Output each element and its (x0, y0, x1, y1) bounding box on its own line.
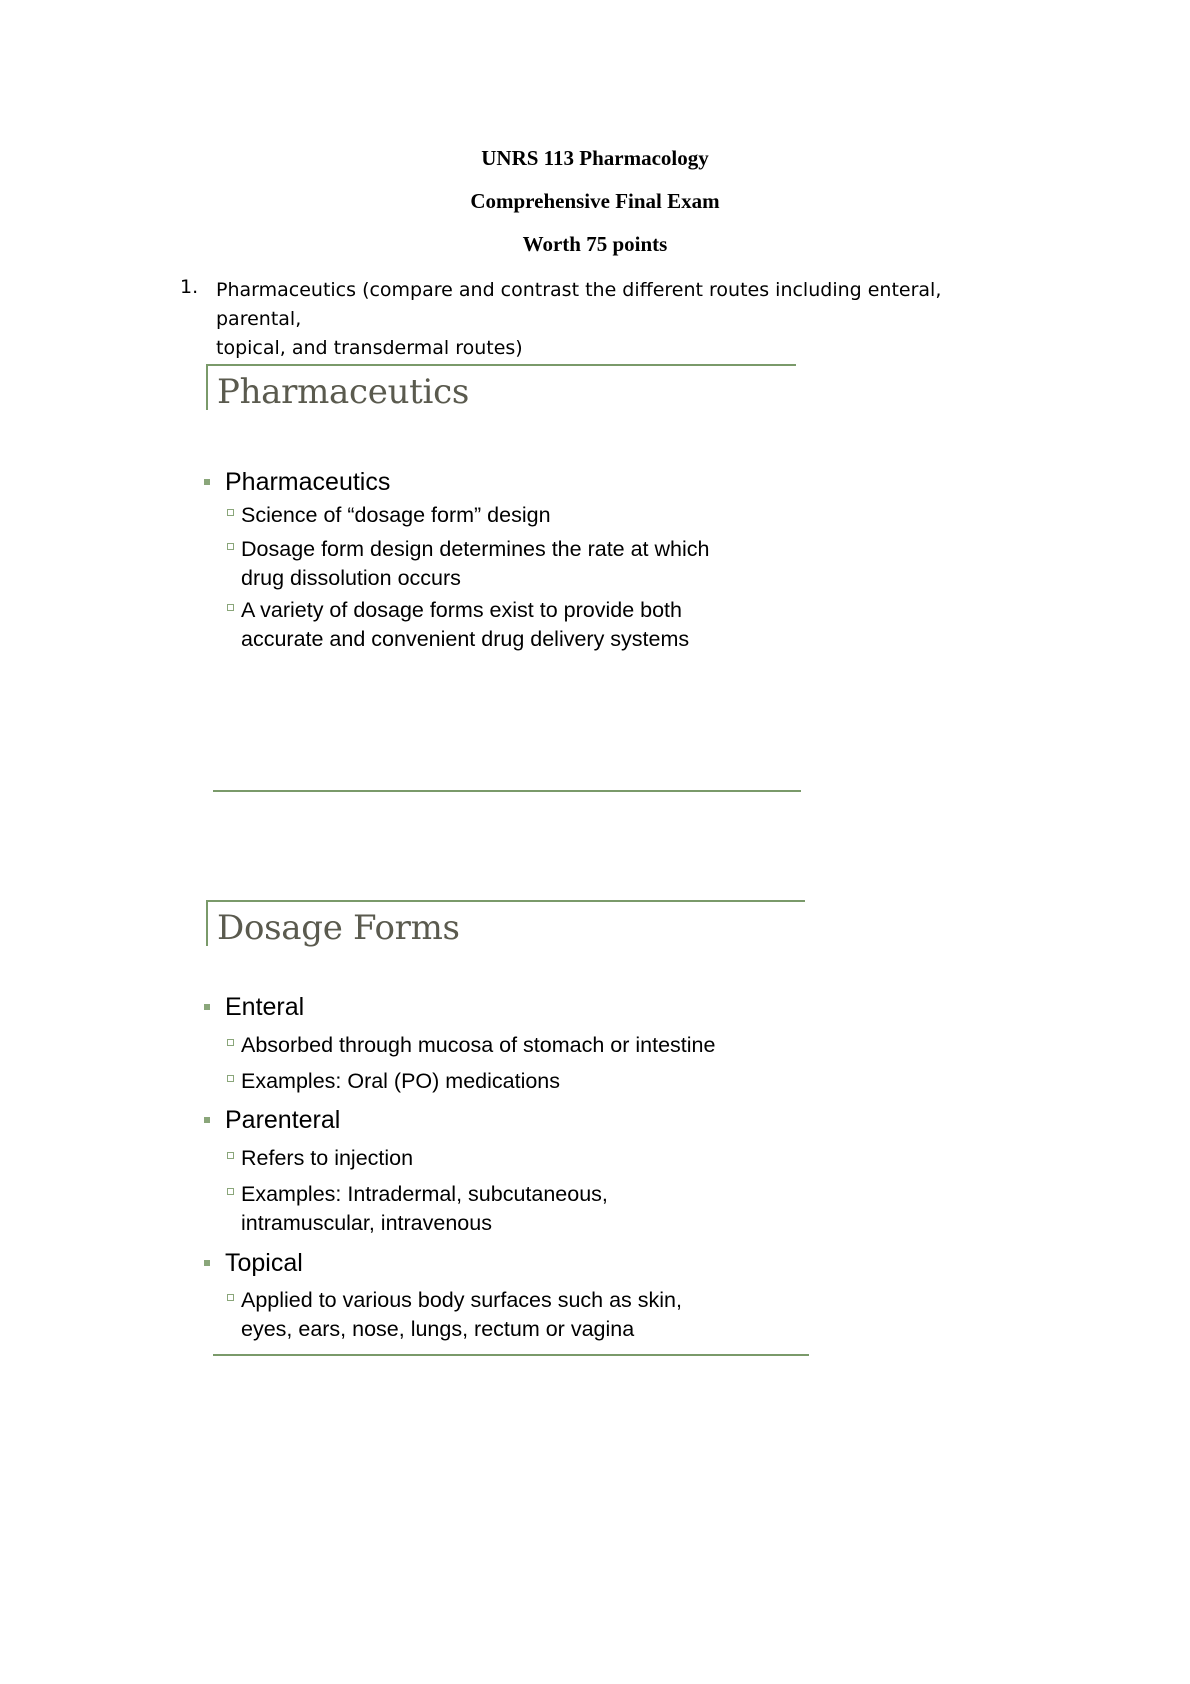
subitem-line: eyes, ears, nose, lungs, rectum or vagina (241, 1317, 635, 1341)
subitem-line: Applied to various body surfaces such as skin, (241, 1288, 682, 1312)
slide-dosage-forms (205, 900, 815, 1360)
course-title: UNRS 113 Pharmacology (481, 146, 709, 170)
subitem-line: Dosage form design determines the rate at which (241, 537, 710, 561)
bullet-label: Topical (225, 1249, 303, 1277)
subitem: Science of “dosage form” design (241, 501, 551, 530)
question-number: 1. (180, 276, 199, 298)
slide-left-bar (206, 364, 208, 410)
exam-title: Comprehensive Final Exam (470, 189, 720, 213)
slide-top-rule (206, 900, 805, 902)
subitem (241, 535, 709, 593)
subitem-line: Examples: Intradermal, subcutaneous, (241, 1182, 608, 1206)
slide-top-rule (206, 364, 796, 366)
subitem (241, 596, 689, 654)
bullet-label: Pharmaceutics (225, 468, 391, 496)
question-text (216, 276, 1006, 363)
subitem (241, 1180, 608, 1238)
slide-title: Dosage Forms (217, 908, 460, 948)
bullet-label: Parenteral (225, 1106, 341, 1134)
subitem: Examples: Oral (PO) medications (241, 1067, 560, 1096)
slide-pharmaceutics (205, 364, 815, 796)
subitem-line: drug dissolution occurs (241, 566, 461, 590)
subitem (241, 1286, 682, 1344)
subitem-line: A variety of dosage forms exist to provide both (241, 598, 682, 622)
subitem: Refers to injection (241, 1144, 413, 1173)
slide-left-bar (206, 900, 208, 946)
question-line-2: topical, and transdermal routes) (216, 337, 523, 359)
points-line: Worth 75 points (522, 232, 668, 256)
slide-title: Pharmaceutics (217, 372, 469, 412)
subitem: Absorbed through mucosa of stomach or intestine (241, 1031, 715, 1060)
slide-bottom-rule (213, 790, 801, 792)
subitem-line: accurate and convenient drug delivery systems (241, 627, 690, 651)
subitem-line: intramuscular, intravenous (241, 1211, 492, 1235)
bullet-label: Enteral (225, 993, 305, 1021)
question-line-1: Pharmaceutics (compare and contrast the different routes including enteral, parental, (216, 279, 942, 330)
slide-bottom-rule (213, 1354, 809, 1356)
